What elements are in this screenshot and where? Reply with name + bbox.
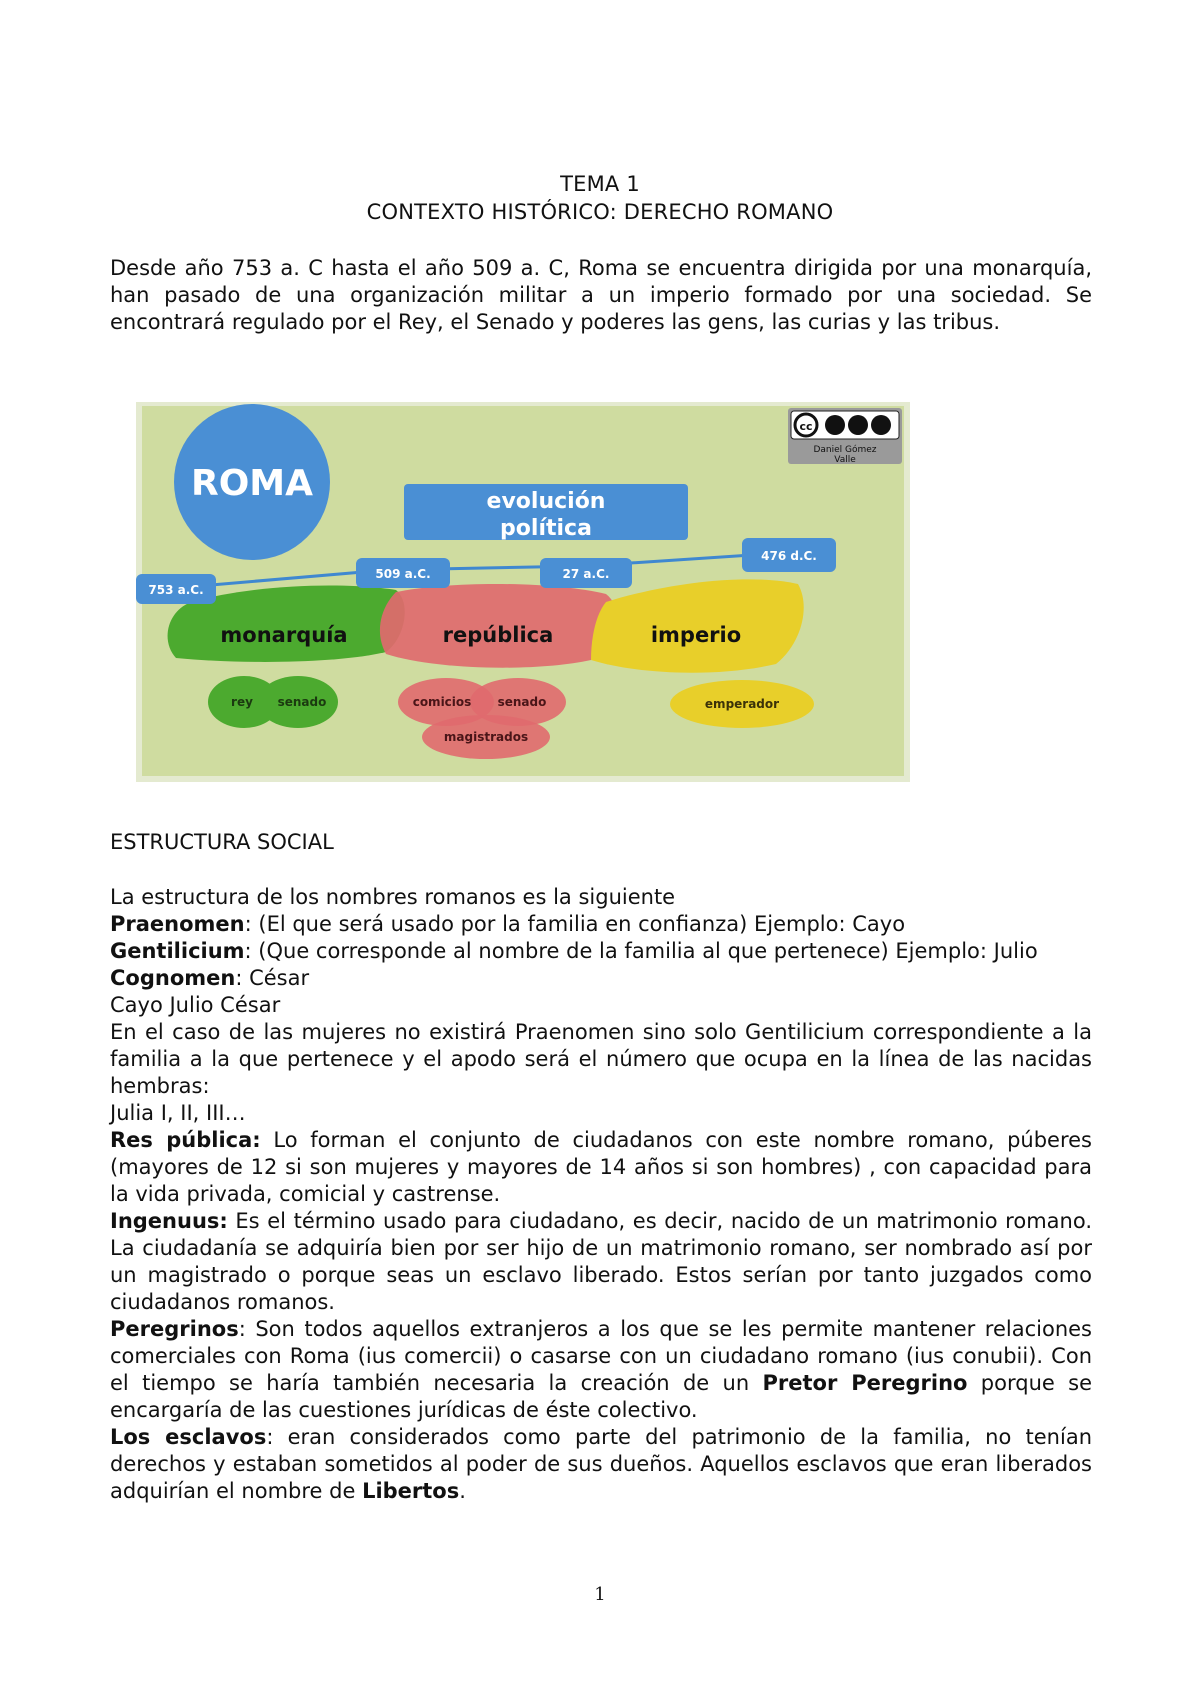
evolucion-label: evolución [486,489,606,514]
ingenuus-paragraph [110,1208,1092,1316]
res-publica-term: Res pública: [110,1128,261,1152]
svg-text:509 a.C.: 509 a.C. [375,567,431,581]
period-imperio: imperio [650,623,742,647]
svg-text:27 a.C.: 27 a.C. [562,567,610,581]
ingenuus-term: Ingenuus: [110,1209,228,1233]
intro-paragraph: Desde año 753 a. C hasta el año 509 a. C, Roma se encuentra dirigida por una monarquía, han pasado de una organización militar a un imperio formado por una sociedad. Se encontrará regulado por el Rey, el Senado y poderes las gens, las curias y las tribus. [110,256,1092,334]
politica-label: política [500,516,592,541]
body-text [110,884,1092,1505]
by-icon [825,415,845,435]
period-republica: república [442,623,554,647]
roma-evolution-diagram [136,402,910,782]
peregrinos-tail: porque se encargaría de las cuestiones jurídicas de éste colectivo. [110,1371,1092,1422]
page-number: 1 [594,1584,606,1605]
esclavos-paragraph [110,1424,1092,1505]
svg-text:rey: rey [231,695,253,709]
nc-icon [848,415,868,435]
full-name-example: Cayo Julio César [110,993,281,1017]
praenomen-term: Praenomen [110,912,245,936]
date-753-pill [136,574,216,604]
license-author-line1: Daniel Gómez [813,445,877,455]
cognomen-line [110,965,1092,992]
svg-text:magistrados: magistrados [443,730,529,744]
res-publica-paragraph [110,1127,1092,1208]
section-heading: ESTRUCTURA SOCIAL [110,830,334,854]
date-27-pill [540,558,632,588]
esclavos-term: Los esclavos [110,1425,267,1449]
svg-text:senado: senado [497,695,547,709]
gentilicium-line [110,938,1092,965]
sa-icon [871,415,891,435]
gentilicium-term: Gentilicium [110,939,245,963]
gentilicium-text: : (Que corresponde al nombre de la familia al que pertenece) Ejemplo: Julio [244,939,1038,963]
svg-text:cc: cc [799,420,813,433]
tema-heading: TEMA 1 [560,172,640,196]
women-paragraph: En el caso de las mujeres no existirá Praenomen sino solo Gentilicium correspondiente a la familia a la que pertenece y el apodo será el número que ocupa en la línea de las nacidas hembras: [110,1020,1092,1098]
peregrinos-paragraph [110,1316,1092,1424]
cognomen-term: Cognomen [110,966,236,990]
document-title: CONTEXTO HISTÓRICO: DERECHO ROMANO [366,200,834,224]
svg-text:753 a.C.: 753 a.C. [148,583,204,597]
peregrinos-term: Peregrinos [110,1317,239,1341]
date-476-pill [742,538,836,572]
svg-text:476 d.C.: 476 d.C. [761,549,817,563]
svg-text:comicios: comicios [412,695,472,709]
svg-text:senado: senado [277,695,327,709]
esclavos-text: : eran considerados como parte del patrimonio de la familia, no tenían derechos y estaban sometidos al poder de sus dueños. Aquellos esclavos que eran liberados adquirían el nombre de [110,1425,1093,1503]
date-509-pill [356,558,450,588]
monarquia-bodies [208,676,338,728]
imperio-bodies [670,680,814,728]
cc-license-badge [788,408,902,465]
svg-text:emperador: emperador [704,697,780,711]
res-publica-text: Lo forman el conjunto de ciudadanos con este nombre romano, púberes (mayores de 12 si son mujeres y mayores de 14 años si son hombres) , con capacidad para la vida privada, comicial y castrense. [110,1128,1092,1206]
period-monarquia: monarquía [220,623,348,647]
ingenuus-text: Es el término usado para ciudadano, es decir, nacido de un matrimonio romano. La ciudadanía se adquiría bien por ser hijo de un matrimonio romano, ser nombrado así por un magistrado o porque seas un esclavo liberado. Estos serían por tanto juzgados como ciudadanos romanos. [110,1209,1092,1314]
roma-label: ROMA [190,463,314,504]
cognomen-text: : César [235,966,310,990]
peregrinos-text: : Son todos aquellos extranjeros a los que se les permite mantener relaciones comerciales con Roma (ius comercii) o casarse con un ciudadano romano (ius conubii). Con el tiempo se haría también necesaria la creación de un [110,1317,1092,1395]
libertos-term: Libertos [362,1479,460,1503]
praenomen-text: : (El que será usado por la familia en confianza) Ejemplo: Cayo [244,912,906,936]
license-author-line2: Valle [834,455,856,465]
names-lead: La estructura de los nombres romanos es la siguiente [110,885,676,909]
pretor-peregrino-term: Pretor Peregrino [762,1371,968,1395]
esclavos-tail: . [459,1479,466,1503]
julia-example: Julia I, II, III… [110,1101,246,1125]
praenomen-line [110,911,1092,938]
